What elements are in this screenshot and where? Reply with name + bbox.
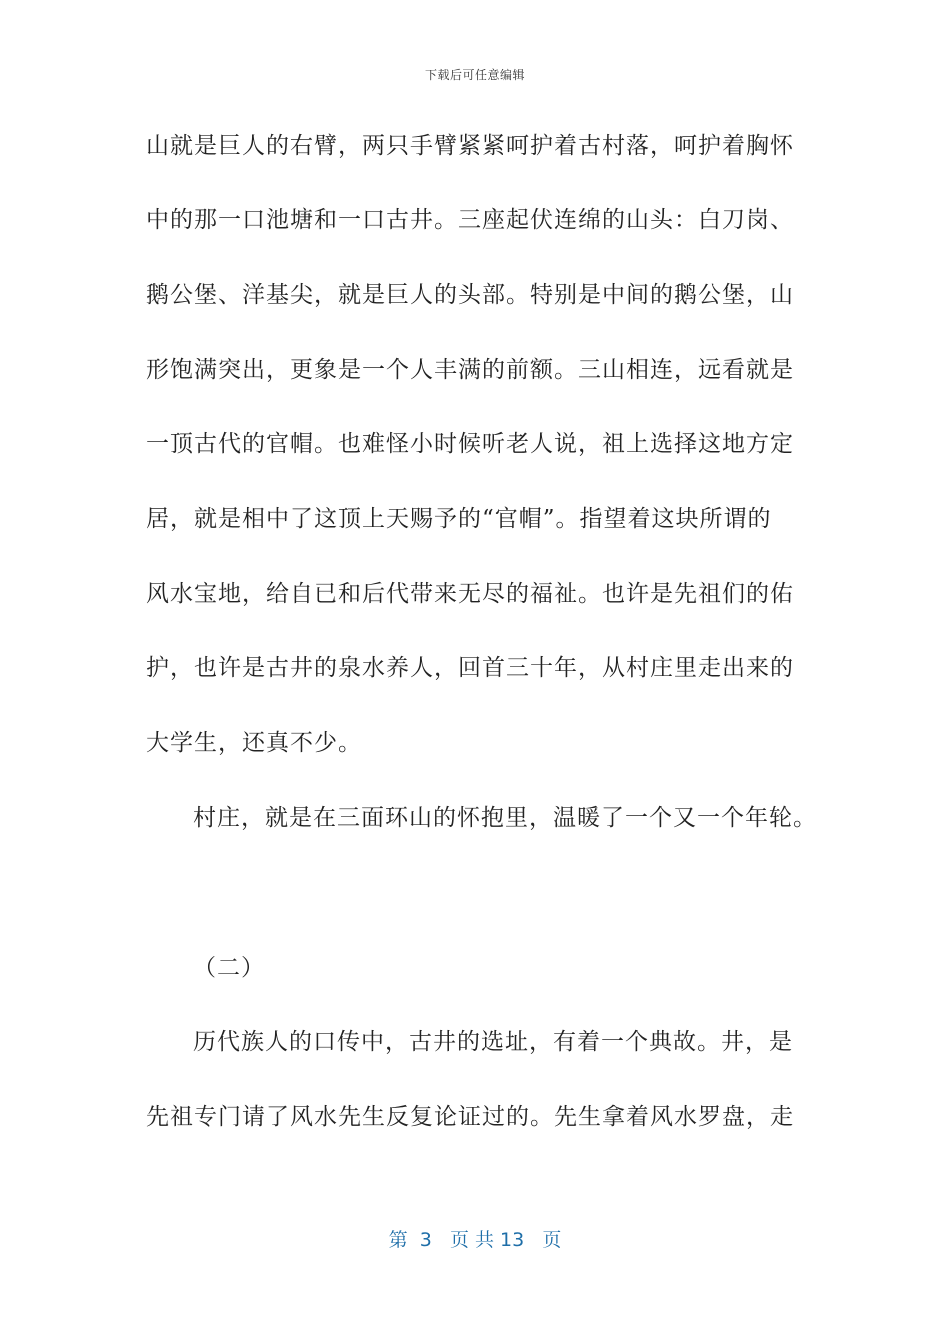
body-line: 村庄，就是在三面环山的怀抱里，温暖了一个又一个年轮。: [193, 805, 817, 831]
body-line: 先祖专门请了风水先生反复论证过的。先生拿着风水罗盘，走: [146, 1104, 794, 1130]
body-line: 居，就是相中了这顶上天赐予的“官帽”。指望着这块所谓的: [146, 506, 772, 532]
section-heading: （二）: [193, 955, 265, 981]
header-note: 下载后可任意编辑: [424, 68, 525, 82]
body-line: 中的那一口池塘和一口古井。三座起伏连绵的山头：白刀岗、: [146, 207, 794, 233]
body-line: 山就是巨人的右臂，两只手臂紧紧呵护着古村落，呵护着胸怀: [146, 133, 794, 159]
body-line: 一顶古代的官帽。也难怪小时候听老人说，祖上选择这地方定: [146, 431, 794, 457]
body-line: 大学生，还真不少。: [146, 730, 362, 756]
body-line: 形饱满突出，更象是一个人丰满的前额。三山相连，远看就是: [146, 357, 794, 383]
body-line: 鹅公堡、洋基尖，就是巨人的头部。特别是中间的鹅公堡，山: [146, 282, 794, 308]
body-line: 风水宝地，给自已和后代带来无尽的福祉。也许是先祖们的佑: [146, 581, 794, 607]
body-line: 历代族人的口传中，古井的选址，有着一个典故。井，是: [193, 1029, 793, 1055]
page-footer: 第 3 页 共 13 页: [388, 1229, 562, 1251]
body-line: 护，也许是古井的泉水养人，回首三十年，从村庄里走出来的: [146, 655, 794, 681]
